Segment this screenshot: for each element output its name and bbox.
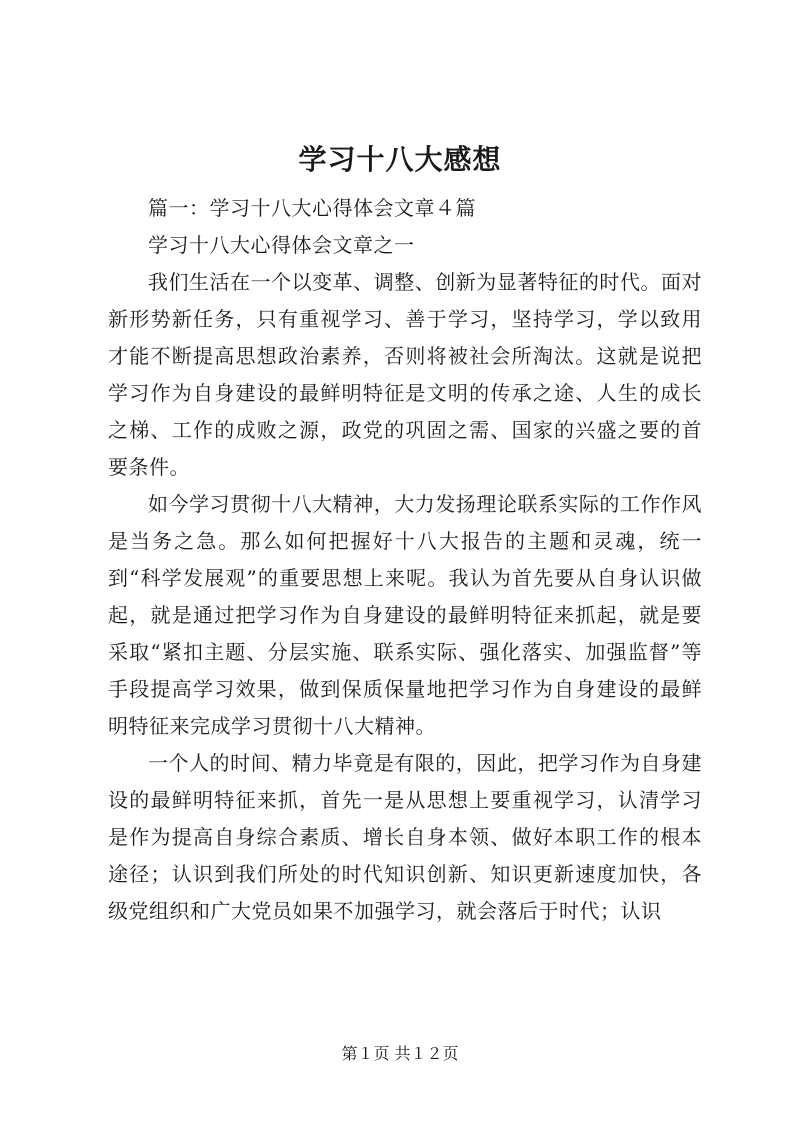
- section-heading: 篇一：学习十八大心得体会文章４篇: [148, 196, 476, 220]
- body-paragraph: 我们生活在一个以变革、调整、创新为显著特征的时代。面对新形势新任务，只有重视学习、善于学习，坚持学习，学以致用才能不断提高思想政治素养，否则将被社会所淘汰。这就是说把学习作为自身建设的最鲜明特征是文明的传承之途、人生的成长之梯、工作的成败之源，政党的巩固之需、国家的兴盛之要的首要条件。: [108, 270, 702, 479]
- page-number-footer: 第１页 共１２页: [341, 1044, 459, 1063]
- body-paragraph: 一个人的时间、精力毕竟是有限的，因此，把学习作为自身建设的最鲜明特征来抓，首先一是从思想上要重视学习，认清学习是作为提高自身综合素质、增长自身本领、做好本职工作的根本途径；认识到我们所处的时代知识创新、知识更新速度加快，各级党组织和广大党员如果不加强学习，就会落后于时代；认识: [108, 751, 702, 923]
- article-subheading: 学习十八大心得体会文章之一: [148, 233, 415, 257]
- body-paragraph: 如今学习贯彻十八大精神，大力发扬理论联系实际的工作作风是当务之急。那么如何把握好十八大报告的主题和灵魂，统一到“科学发展观”的重要思想上来呢。我认为首先要从自身认识做起，就是通过把学习作为自身建设的最鲜明特征来抓起，就是要采取“紧扣主题、分层实施、联系实际、强化落实、加强监督”等手段提高学习效果，做到保质保量地把学习作为自身建设的最鲜明特征来完成学习贯彻十八大精神。: [108, 492, 702, 738]
- document-body: [108, 190, 702, 930]
- document-title: 学习十八大感想: [298, 143, 502, 176]
